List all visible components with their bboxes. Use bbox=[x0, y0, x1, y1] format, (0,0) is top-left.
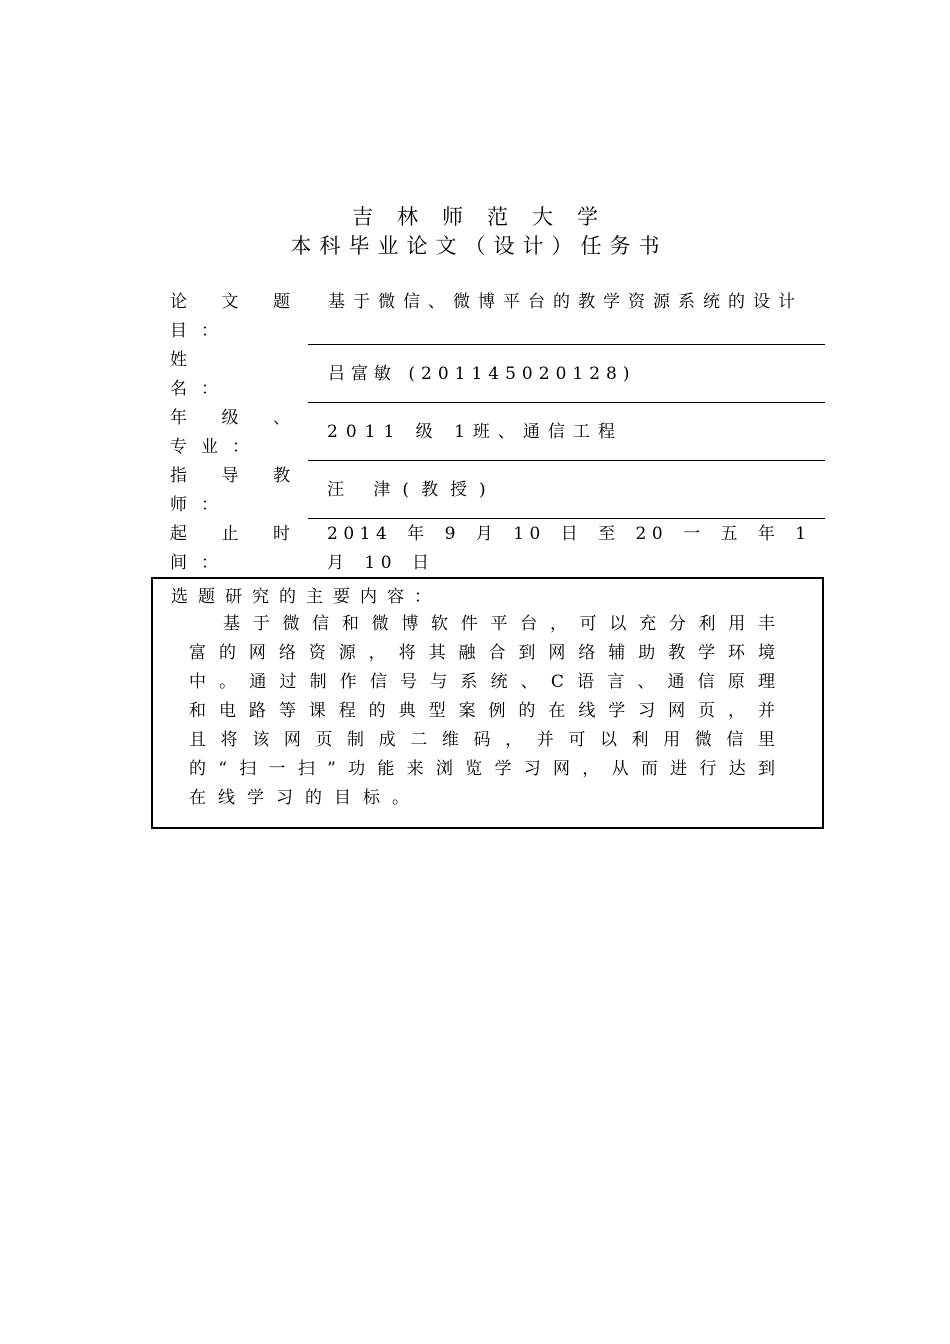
research-content-box bbox=[151, 577, 824, 829]
field-label-line2: 名： bbox=[170, 379, 232, 399]
field-label-line1: 论文题 bbox=[170, 292, 290, 312]
field-label-line1: 姓 bbox=[170, 350, 187, 370]
field-label-line2: 师： bbox=[170, 495, 232, 515]
research-content-title: 选题研究的主要内容： bbox=[171, 587, 441, 607]
field-value-grade-major: 2011 级 1班、通信工程 bbox=[327, 422, 623, 442]
field-label-advisor bbox=[170, 462, 290, 520]
field-underline bbox=[308, 402, 825, 403]
field-underline bbox=[308, 518, 825, 519]
field-label-line1: 年级、 bbox=[170, 408, 290, 428]
field-label-line1: 起止时 bbox=[170, 524, 290, 544]
field-label-period bbox=[170, 520, 290, 578]
university-name: 吉林师范大学 bbox=[352, 205, 622, 229]
field-value-thesis-title: 基于微信、微博平台的教学资源系统的设计 bbox=[328, 292, 803, 312]
field-underline bbox=[308, 460, 825, 461]
field-label-student-name bbox=[170, 346, 290, 404]
field-value-advisor: 汪 津(教授) bbox=[327, 480, 498, 500]
research-content-body: 基于微信和微博软件平台，可以充分利用丰富的网络资源，将其融合到网络辅助教学环境中。通过制作信号与系统、C语言、通信原理和电路等课程的典型案例的在线学习网页，并且将该网页制成二维码，并可以利用微信里的“扫一扫”功能来浏览学习网，从而进行达到在线学习的目标。 bbox=[189, 614, 787, 808]
field-label-grade-major bbox=[170, 404, 290, 462]
field-value-student-name: 吕富敏 (201145020128) bbox=[328, 364, 636, 384]
field-label-thesis-title bbox=[170, 288, 290, 346]
document-title: 本科毕业论文（设计）任务书 bbox=[290, 234, 668, 258]
field-label-line2: 专业： bbox=[170, 437, 263, 457]
field-label-line2: 间： bbox=[170, 553, 232, 573]
field-label-line2: 目： bbox=[170, 321, 232, 341]
field-label-line1: 指导教 bbox=[170, 466, 290, 486]
field-underline bbox=[308, 344, 825, 345]
field-value-period: 2014 年 9 月 10 日 至 20 一 五 年 1 月 10 日 bbox=[327, 524, 812, 573]
